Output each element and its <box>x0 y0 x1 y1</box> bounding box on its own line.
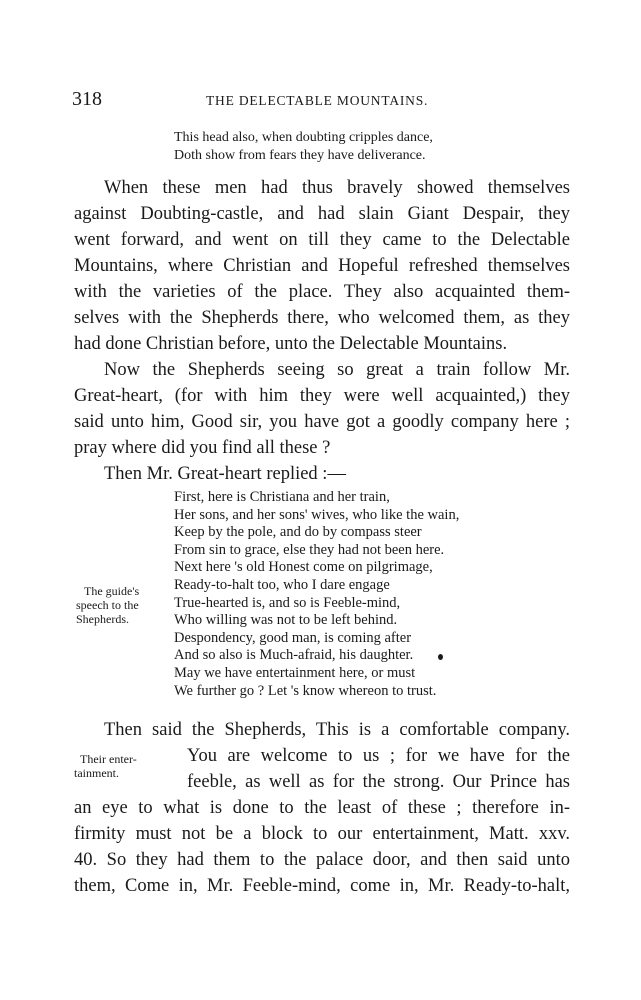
paragraph-4-line: an eye to what is done to the least of these ; therefore in- <box>74 798 570 818</box>
verse-block <box>174 489 459 700</box>
paragraph-1-line: When these men had thus bravely showed themselves <box>104 178 570 198</box>
paragraph-1-line: Mountains, where Christian and Hopeful refreshed themselves <box>74 256 570 276</box>
paragraph-4-line: them, Come in, Mr. Feeble-mind, come in, Mr. Ready-to-halt, <box>74 876 570 896</box>
paragraph-1-line: against Doubting-castle, and had slain Giant Despair, they <box>74 204 570 224</box>
margin-note-entertainment <box>74 752 137 780</box>
verse-line: First, here is Christiana and her train, <box>174 489 390 505</box>
ink-mark <box>438 654 443 660</box>
verse-line: And so also is Much-afraid, his daughter. <box>174 647 414 664</box>
margin-note-line: Their enter- <box>80 752 137 766</box>
epigraph-line: This head also, when doubting cripples dance, <box>174 130 433 145</box>
paragraph-4-line: You are welcome to us ; for we have for the <box>187 746 570 766</box>
verse-line: Her sons, and her sons' wives, who like the wain, <box>174 506 460 523</box>
verse-line: Keep by the pole, and do by compass steer <box>174 524 422 541</box>
paragraph-1-line: with the varieties of the place. They also acquainted them- <box>74 282 570 302</box>
verse-line: We further go ? Let 's know whereon to trust. <box>174 682 437 699</box>
paragraph-4-line: 40. So they had them to the palace door, and then said unto <box>74 850 570 870</box>
verse-line: From sin to grace, else they had not been here. <box>174 541 445 558</box>
paragraph-4-line: feeble, as well as for the strong. Our Prince has <box>187 772 570 792</box>
paragraph-4-line: Then said the Shepherds, This is a comfortable company. <box>104 720 570 740</box>
verse-line: Ready-to-halt too, who I dare engage <box>174 576 390 593</box>
paragraph-3-line: Then Mr. Great-heart replied :— <box>104 464 346 484</box>
verse-line: True-hearted is, and so is Feeble-mind, <box>174 594 401 611</box>
margin-note-line: speech to the <box>76 598 139 612</box>
paragraph-1-line: went forward, and went on till they came to the Delectable <box>74 230 570 250</box>
paragraph-1-line: selves with the Shepherds there, who welcomed them, as they <box>74 308 570 328</box>
verse-line: Despondency, good man, is coming after <box>174 629 412 646</box>
verse-line: Next here 's old Honest come on pilgrimage, <box>174 559 433 576</box>
margin-note-line: The guide's <box>84 584 140 598</box>
verse-line: May we have entertainment here, or must <box>174 664 416 681</box>
margin-note-guides-speech <box>76 584 139 626</box>
margin-note-line: Shepherds. <box>76 612 129 626</box>
verse-line: Who willing was not to be left behind. <box>174 612 398 629</box>
paragraph-1-line: had done Christian before, unto the Delectable Mountains. <box>74 334 508 354</box>
epigraph <box>174 129 433 165</box>
epigraph-line: Doth show from fears they have deliverance. <box>174 148 426 163</box>
paragraph-2-line: said unto him, Good sir, you have got a goodly company here ; <box>74 412 570 432</box>
page-number: 318 <box>72 88 102 110</box>
margin-note-line: tainment. <box>74 766 119 780</box>
paragraph-2-line: Great-heart, (for with him they were well acquainted,) they <box>74 386 570 406</box>
page-header <box>72 88 572 114</box>
running-title: THE DELECTABLE MOUNTAINS. <box>206 93 429 108</box>
paragraph-2-line: pray where did you find all these ? <box>74 438 331 458</box>
paragraph-4-line: firmity must not be a block to our entertainment, Matt. xxv. <box>74 824 570 844</box>
paragraph-2-line: Now the Shepherds seeing so great a train follow Mr. <box>104 360 570 380</box>
